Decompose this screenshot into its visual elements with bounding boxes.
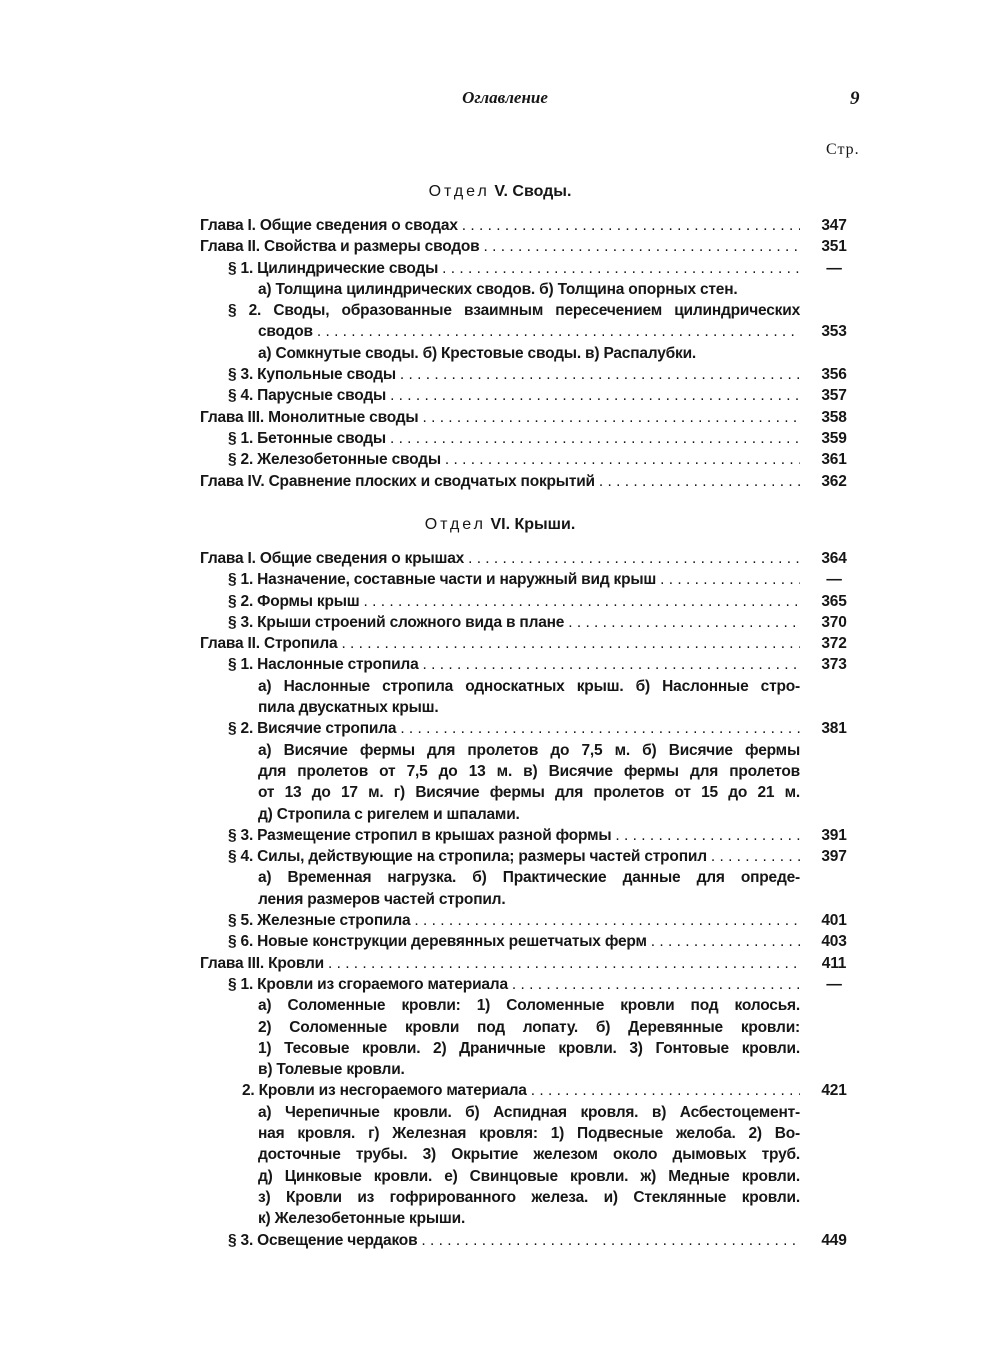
toc-entry-title: § 2. Висячие стропила xyxy=(228,720,397,738)
toc-entry xyxy=(200,215,860,236)
toc-entry-title: § 4. Силы, действующие на стропила; размеры частей стропил xyxy=(228,848,707,866)
toc-entry-title: а) Соломенные кровли: 1) Соломенные кровли под колосья. xyxy=(258,997,800,1015)
toc-page-number: — xyxy=(826,259,842,277)
toc-description-line xyxy=(200,1102,860,1123)
toc-entry-text-wrap xyxy=(228,1230,800,1251)
dot-leader xyxy=(595,471,800,492)
toc-entry-title: § 2. Железобетонные своды xyxy=(228,451,441,469)
toc-entry-text-wrap xyxy=(258,1102,800,1123)
toc-entry-text-wrap xyxy=(228,569,800,590)
toc-entry xyxy=(200,654,860,675)
toc-entry-text-wrap xyxy=(258,889,800,910)
toc-entry-text-wrap xyxy=(228,449,800,470)
toc-page-number: 347 xyxy=(821,217,847,234)
toc-entry-text-wrap xyxy=(258,279,800,300)
toc-entry-text-wrap xyxy=(258,804,800,825)
toc-entry xyxy=(200,612,860,633)
toc-entry-title: а) Висячие фермы для пролетов до 7,5 м. б) Висячие фермы xyxy=(258,741,800,759)
toc-description-line xyxy=(200,1208,860,1229)
toc-page-number: 411 xyxy=(821,954,847,972)
toc-entry-text-wrap xyxy=(258,1166,800,1187)
dot-leader xyxy=(396,364,800,385)
section-title-vi xyxy=(0,516,1000,534)
dot-leader xyxy=(611,825,800,846)
dot-leader xyxy=(313,321,800,342)
toc-description-line xyxy=(200,1144,860,1165)
toc-entry-text-wrap xyxy=(200,953,800,974)
dot-leader xyxy=(418,407,800,428)
toc-entry-text-wrap xyxy=(258,321,800,342)
toc-entry xyxy=(200,1230,860,1251)
toc-entry-text-wrap xyxy=(258,995,800,1016)
page-column-label: Стр. xyxy=(826,141,860,158)
toc-page-number: — xyxy=(826,975,842,993)
dot-leader xyxy=(527,1080,800,1101)
dot-leader xyxy=(508,974,800,995)
toc-description-line xyxy=(200,279,860,300)
toc-entry xyxy=(200,569,860,590)
dot-leader xyxy=(464,548,800,569)
toc-entry-title: в) Толевые кровли. xyxy=(258,1061,405,1079)
toc-entry-text-wrap xyxy=(258,782,800,803)
toc-entry-title: § 4. Парусные своды xyxy=(228,387,387,405)
toc-entry-title: к) Железобетонные крыши. xyxy=(258,1210,466,1228)
toc-entry-title: § 5. Железные стропила xyxy=(228,912,411,930)
toc-entry xyxy=(200,471,860,492)
dot-leader xyxy=(480,236,800,257)
running-title-text: Оглавление xyxy=(462,88,548,107)
toc-entry-text-wrap xyxy=(258,1144,800,1165)
toc-entry xyxy=(200,591,860,612)
toc-entry xyxy=(200,1080,860,1101)
toc-description-line xyxy=(200,300,860,321)
toc-entry xyxy=(200,258,860,279)
toc-entry-title: а) Наслонные стропила односкатных крыш. б) Наслонные стро- xyxy=(258,677,800,695)
toc-entry-title: ления размеров частей стропил. xyxy=(258,890,506,908)
toc-entry-title: § 2. Формы крыш xyxy=(228,592,360,610)
toc-entry-title: пила двускатных крыш. xyxy=(258,699,439,717)
toc-entry-title: для пролетов от 7,5 до 13 м. в) Висячие фермы для пролетов xyxy=(258,762,800,780)
toc-entry-text-wrap xyxy=(228,258,800,279)
toc-entry xyxy=(200,407,860,428)
toc-entry xyxy=(200,236,860,257)
toc-entry-text-wrap xyxy=(258,697,800,718)
toc-entry xyxy=(200,953,860,974)
dot-leader xyxy=(324,953,800,974)
toc-entry xyxy=(200,910,860,931)
toc-entry-title: Глава II. Свойства и размеры сводов xyxy=(200,238,480,256)
toc-page-number: 370 xyxy=(821,613,847,631)
toc-entry xyxy=(200,825,860,846)
toc-page-number: 357 xyxy=(821,387,847,405)
toc-entry-title: Глава III. Кровли xyxy=(200,954,324,972)
toc-entry xyxy=(200,385,860,406)
toc-page-number: 401 xyxy=(821,912,847,930)
toc-description-line xyxy=(200,804,860,825)
toc-page-number: 351 xyxy=(821,238,847,256)
dot-leader xyxy=(386,428,800,449)
toc-entry xyxy=(200,364,860,385)
toc-entry-text-wrap xyxy=(200,633,800,654)
toc-entry-title: § 1. Назначение, составные части и наружный вид крыш xyxy=(228,571,657,589)
section-title-v xyxy=(0,183,1000,201)
toc-entry-title: з) Кровли из гофрированного железа. и) Стеклянные кровли. xyxy=(258,1188,800,1206)
toc-entry-text-wrap xyxy=(228,612,800,633)
toc-entry xyxy=(200,633,860,654)
toc-page-number: 381 xyxy=(821,720,847,738)
toc-description-line xyxy=(200,697,860,718)
toc-description-line xyxy=(200,867,860,888)
toc-entry-text-wrap xyxy=(258,1187,800,1208)
toc-entry-title: § 3. Купольные своды xyxy=(228,366,396,384)
toc-description-line xyxy=(200,1038,860,1059)
toc-entry-text-wrap xyxy=(258,1123,800,1144)
toc-entry-text-wrap xyxy=(200,236,800,257)
toc-entry-text-wrap xyxy=(258,1017,800,1038)
toc-page-number: 449 xyxy=(821,1231,847,1249)
toc-description-line xyxy=(200,740,860,761)
toc-entry-text-wrap xyxy=(258,867,800,888)
dot-leader xyxy=(396,718,800,739)
toc-entry-title: а) Временная нагрузка. б) Практические данные для опреде- xyxy=(258,869,800,887)
section-prefix: Отдел xyxy=(428,183,490,200)
toc-page-number: 353 xyxy=(821,323,847,341)
toc-entry-title: а) Черепичные кровли. б) Аспидная кровля. в) Асбестоцемент- xyxy=(258,1103,800,1121)
toc-entry-title: сводов xyxy=(258,323,313,341)
toc-page-number: 372 xyxy=(821,635,847,653)
dot-leader xyxy=(438,258,800,279)
toc-entry-title: § 3. Освещение чердаков xyxy=(228,1231,418,1249)
toc-page-number: 362 xyxy=(821,472,847,490)
toc-entry-text-wrap xyxy=(200,471,800,492)
toc-entry-title: 1) Тесовые кровли. 2) Драничные кровли. 3) Гонтовые кровли. xyxy=(258,1039,800,1057)
toc-page-number: 361 xyxy=(821,451,847,469)
toc-entry-title: Глава IV. Сравнение плоских и сводчатых покрытий xyxy=(200,472,595,490)
toc-entry-title: Глава I. Общие сведения о крышах xyxy=(200,550,465,567)
toc-entry-title: досточные трубы. 3) Окрытие железом около дымовых труб. xyxy=(258,1146,800,1164)
toc-description-line xyxy=(200,1187,860,1208)
toc-description-line xyxy=(200,343,860,364)
dot-leader xyxy=(419,654,801,675)
toc-entry xyxy=(200,718,860,739)
dot-leader xyxy=(647,931,800,952)
toc-page-number: 358 xyxy=(821,408,847,426)
toc-entry-text-wrap xyxy=(228,654,800,675)
toc-entry-text-wrap xyxy=(228,364,800,385)
toc-page-number: — xyxy=(826,571,842,589)
toc-entry-text-wrap xyxy=(200,407,800,428)
toc-page-number: 359 xyxy=(821,429,847,447)
toc-description-line xyxy=(200,761,860,782)
toc-section-v xyxy=(200,215,860,492)
dot-leader xyxy=(360,591,800,612)
toc-entry-text-wrap xyxy=(200,548,800,569)
toc-description-line xyxy=(200,782,860,803)
toc-entry-text-wrap xyxy=(228,846,800,867)
toc-entry-text-wrap xyxy=(228,300,800,321)
toc-page-number: 391 xyxy=(821,826,847,844)
toc-entry-text-wrap xyxy=(228,825,800,846)
toc-description-line xyxy=(200,889,860,910)
toc-entry-title: д) Стропила с ригелем и шпалами. xyxy=(258,805,520,823)
toc-entry-title: § 2. Своды, образованные взаимным пересечением цилиндрических xyxy=(228,302,800,320)
toc-entry-text-wrap xyxy=(258,343,800,364)
toc-entry-text-wrap xyxy=(228,974,800,995)
toc-description-line xyxy=(200,676,860,697)
toc-page-number: 397 xyxy=(821,848,847,866)
toc-entry-text-wrap xyxy=(200,215,800,236)
toc-entry-title: Глава III. Монолитные своды xyxy=(200,408,419,426)
toc-entry xyxy=(200,974,860,995)
toc-entry-text-wrap xyxy=(258,761,800,782)
dot-leader xyxy=(656,569,800,590)
toc-entry xyxy=(200,321,860,342)
toc-entry-title: ная кровля. г) Железная кровля: 1) Подвесные желоба. 2) Во- xyxy=(258,1125,800,1143)
toc-entry-title: § 1. Бетонные своды xyxy=(228,429,386,447)
toc-entry-title: 2) Соломенные кровли под лопату. б) Деревянные кровли: xyxy=(258,1018,800,1036)
toc-entry-title: а) Толщина цилиндрических сводов. б) Толщина опорных стен. xyxy=(258,280,738,298)
dot-leader xyxy=(386,385,800,406)
dot-leader xyxy=(458,215,800,236)
toc-entry-text-wrap xyxy=(228,428,800,449)
toc-page-number: 365 xyxy=(821,592,847,610)
toc-description-line xyxy=(200,995,860,1016)
toc-page-number: 373 xyxy=(821,656,847,674)
section-name: V. Своды. xyxy=(494,183,572,200)
dot-leader xyxy=(337,633,800,654)
toc-description-line xyxy=(200,1123,860,1144)
toc-entry-text-wrap xyxy=(228,591,800,612)
toc-page-number: 421 xyxy=(821,1082,847,1100)
dot-leader xyxy=(564,612,800,633)
toc-description-line xyxy=(200,1017,860,1038)
toc-entry xyxy=(200,428,860,449)
toc-entry-text-wrap xyxy=(228,910,800,931)
toc-entry-text-wrap xyxy=(228,385,800,406)
toc-entry-title: 2. Кровли из несгораемого материала xyxy=(242,1082,527,1100)
toc-entry-title: § 3. Крыши строений сложного вида в плане xyxy=(228,613,565,631)
toc-page-number: 356 xyxy=(821,366,847,384)
dot-leader xyxy=(707,846,800,867)
section-prefix: Отдел xyxy=(424,516,486,533)
toc-entry-text-wrap xyxy=(258,1038,800,1059)
toc-entry-title: § 1. Цилиндрические своды xyxy=(228,259,439,277)
toc-entry-text-wrap xyxy=(228,718,800,739)
toc-entry-title: от 13 до 17 м. г) Висячие фермы для пролетов от 15 до 21 м. xyxy=(258,784,800,802)
toc-entry-text-wrap xyxy=(258,1059,800,1080)
toc-entry-title: § 3. Размещение стропил в крышах разной формы xyxy=(228,826,612,844)
toc-entry-title: а) Сомкнутые своды. б) Крестовые своды. в) Распалубки. xyxy=(258,344,697,362)
toc-description-line xyxy=(200,1059,860,1080)
dot-leader xyxy=(410,910,800,931)
toc-description-line xyxy=(200,1166,860,1187)
toc-page-number: 403 xyxy=(821,933,847,951)
dot-leader xyxy=(417,1230,800,1251)
toc-entry xyxy=(200,449,860,470)
toc-entry xyxy=(200,548,860,569)
toc-entry-text-wrap xyxy=(258,676,800,697)
toc-entry-title: д) Цинковые кровли. е) Свинцовые кровли. ж) Медные кровли. xyxy=(258,1167,800,1185)
toc-entry-title: Глава I. Общие сведения о сводах xyxy=(200,217,458,234)
section-name: VI. Крыши. xyxy=(490,516,576,533)
toc-entry-title: § 1. Наслонные стропила xyxy=(228,656,419,674)
toc-entry xyxy=(200,846,860,867)
toc-entry-text-wrap xyxy=(228,931,800,952)
toc-entry-title: § 1. Кровли из сгораемого материала xyxy=(228,975,508,993)
toc-entry-text-wrap xyxy=(258,1208,800,1229)
toc-page-number: 364 xyxy=(821,550,847,567)
toc-entry-text-wrap xyxy=(242,1080,800,1101)
page-number: 9 xyxy=(850,88,860,109)
toc-section-vi xyxy=(200,548,860,1251)
toc-entry-title: Глава II. Стропила xyxy=(200,635,338,653)
toc-entry-text-wrap xyxy=(258,740,800,761)
toc-entry xyxy=(200,931,860,952)
dot-leader xyxy=(441,449,800,470)
toc-entry-title: § 6. Новые конструкции деревянных решетчатых ферм xyxy=(228,933,647,951)
